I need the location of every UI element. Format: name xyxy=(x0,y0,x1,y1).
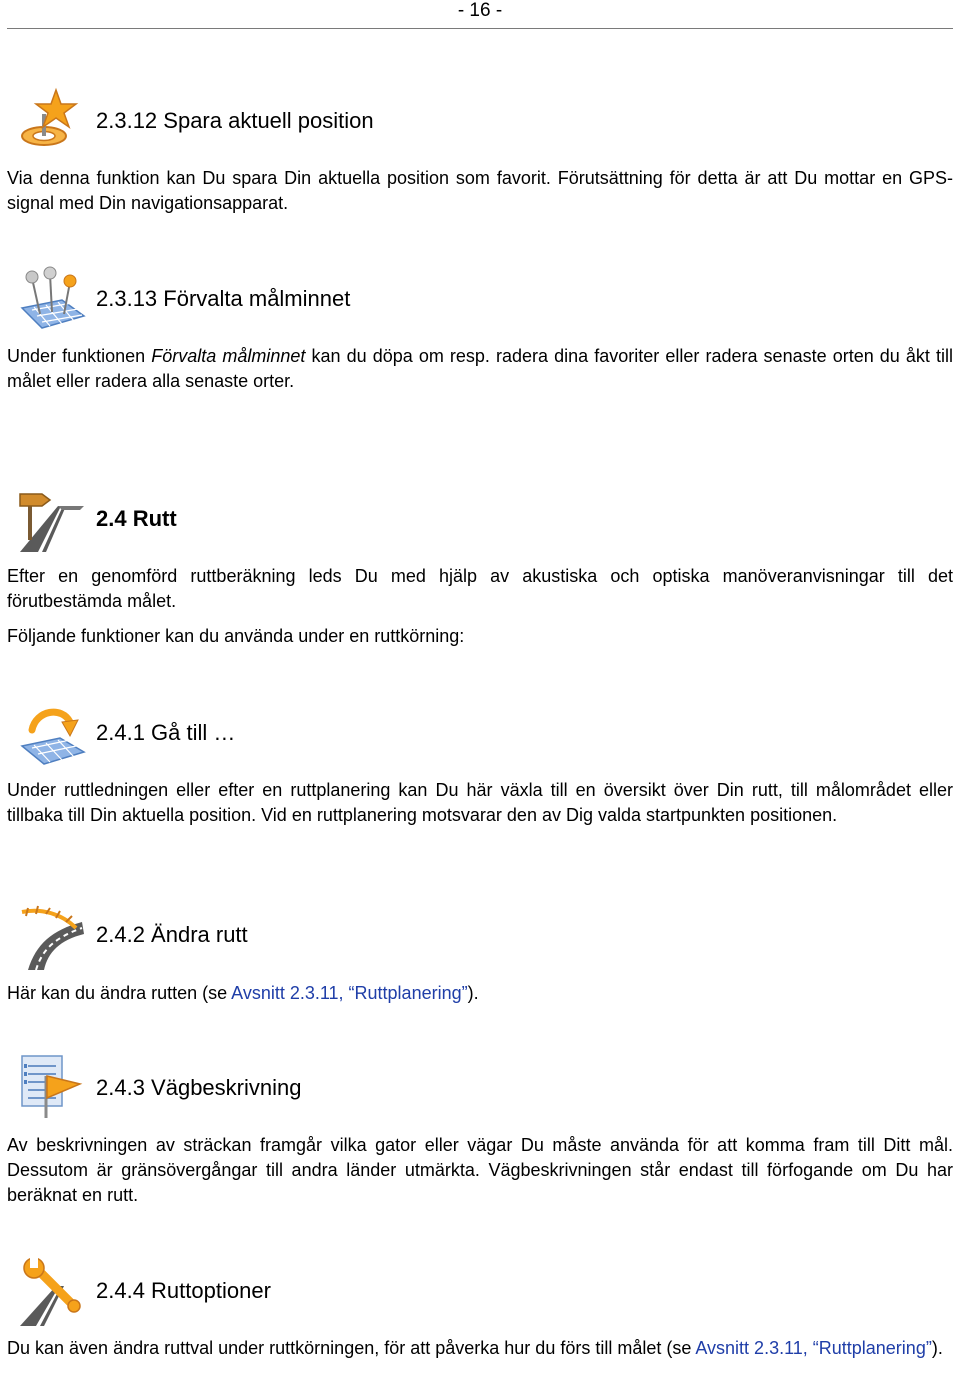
star-position-icon xyxy=(14,86,84,156)
paragraph-2-4-a: Efter en genomförd ruttberäkning leds Du med hjälp av akustiska och optiska manöveranvisningar till det förutbestämda målet. xyxy=(7,566,953,611)
section-title-2-3-13: 2.3.13 Förvalta målminnet xyxy=(96,286,351,311)
italic-function-name: Förvalta målminnet xyxy=(151,346,306,366)
list-flag-icon xyxy=(16,1052,86,1122)
section-title-2-4-3: 2.4.3 Vägbeskrivning xyxy=(96,1075,302,1100)
paragraph-2-4-1: Under ruttledningen eller efter en ruttplanering kan Du här växla till en översikt över Din rutt, till målområdet eller tillbaka till Din aktuella position. Vid en ruttplanering motsvarar den av Dig valda startpunkten positionen. xyxy=(7,780,953,825)
paragraph-2-4-b: Följande funktioner kan du använda under en ruttkörning: xyxy=(7,626,465,646)
section-title-2-4-2: 2.4.2 Ändra rutt xyxy=(96,922,248,947)
paragraph-2-3-12: Via denna funktion kan Du spara Din aktuella position som favorit. Förutsättning för detta är att Du mottar en GPS-signal med Din navigationsapparat. xyxy=(7,168,953,213)
header-rule xyxy=(7,28,953,29)
section-title-2-4-4: 2.4.4 Ruttoptioner xyxy=(96,1278,271,1303)
section-title-2-3-12: 2.3.12 Spara aktuell position xyxy=(96,108,374,133)
signpost-road-icon xyxy=(18,486,88,556)
link-avsnitt-2-3-11[interactable]: Avsnitt 2.3.11, “Ruttplanering” xyxy=(695,1338,932,1358)
map-arrow-icon xyxy=(18,700,88,770)
section-title-2-4: 2.4 Rutt xyxy=(96,506,177,531)
section-title-2-4-1: 2.4.1 Gå till … xyxy=(96,720,236,745)
road-route-icon xyxy=(18,904,88,974)
page-number: - 16 - xyxy=(457,0,503,21)
link-avsnitt-2-3-11[interactable]: Avsnitt 2.3.11, “Ruttplanering” xyxy=(231,983,468,1003)
map-pins-icon xyxy=(18,264,88,334)
wrench-road-icon xyxy=(18,1258,88,1328)
paragraph-2-4-3: Av beskrivningen av sträckan framgår vilka gator eller vägar Du måste använda för att komma fram till Ditt mål. Dessutom är gränsövergångar till andra länder utmärkta. Vägbeskrivningen står endast till förfogande om Du har beräknat en rutt. xyxy=(7,1135,953,1205)
paragraph-2-3-13: Under funktionen Förvalta målminnet kan du döpa om resp. radera dina favoriter eller radera senaste orten du åkt till målet eller radera alla senaste orter. xyxy=(7,346,953,391)
paragraph-2-4-2: Här kan du ändra rutten (se Avsnitt 2.3.11, “Ruttplanering”). xyxy=(7,983,479,1003)
paragraph-2-4-4: Du kan även ändra ruttval under ruttkörningen, för att påverka hur du förs till målet (se Avsnitt 2.3.11, “Ruttplanering”). xyxy=(7,1338,943,1358)
